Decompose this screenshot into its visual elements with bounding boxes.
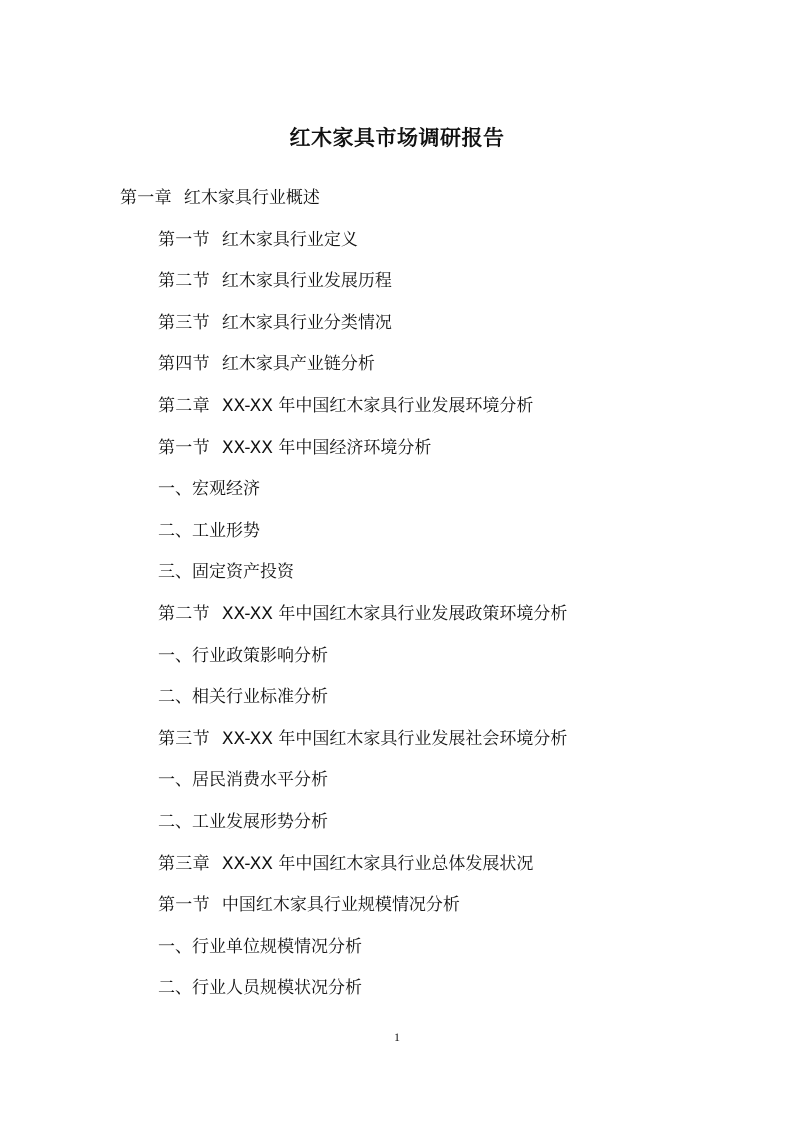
toc-entry	[0, 893, 794, 935]
toc-entry	[0, 810, 794, 852]
toc-entry-number: 第四节	[158, 354, 210, 375]
toc-entry-number: 第一节	[158, 437, 210, 458]
toc-entry	[0, 352, 794, 394]
toc-entry-text: XX-XX 年中国经济环境分析	[221, 437, 432, 458]
toc-entry	[0, 394, 794, 436]
toc-entry-text: 二、工业发展形势分析	[158, 811, 328, 832]
toc-entry	[0, 768, 794, 810]
toc-entry-text: XX-XX 年中国红木家具行业总体发展状况	[221, 853, 534, 874]
toc-entry-number: 第二节	[158, 271, 210, 292]
toc-entry	[0, 685, 794, 727]
toc-entry-text: 红木家具行业发展历程	[221, 271, 392, 292]
toc-entry-number: 第一章	[120, 188, 172, 208]
toc-entry-text: 红木家具行业定义	[221, 229, 358, 250]
toc-entry	[0, 269, 794, 311]
toc-entry-text: 一、宏观经济	[158, 479, 260, 500]
toc-entry	[0, 602, 794, 644]
toc-entry-number: 第二章	[158, 395, 210, 416]
toc-entry-text: 一、居民消费水平分析	[158, 770, 328, 791]
toc-entry-number: 第三章	[158, 853, 210, 874]
toc-entry	[0, 228, 794, 270]
toc-entry-number: 第一节	[158, 895, 210, 916]
toc-entry	[0, 477, 794, 519]
toc-entry	[0, 935, 794, 977]
toc-entry-text: 二、工业形势	[158, 520, 260, 541]
toc-entry	[0, 436, 794, 478]
toc-entry	[0, 519, 794, 561]
toc-entry-text: 二、相关行业标准分析	[158, 687, 328, 708]
toc-entry	[0, 186, 794, 228]
toc-entry-text: XX-XX 年中国红木家具行业发展社会环境分析	[221, 728, 568, 749]
toc-entry-number: 第三节	[158, 312, 210, 333]
toc-entry-text: 三、固定资产投资	[158, 562, 294, 583]
toc-entry-number: 第一节	[158, 229, 210, 250]
toc-entry	[0, 727, 794, 769]
toc-entry-text: 中国红木家具行业规模情况分析	[221, 895, 460, 916]
toc-entry-text: 一、行业单位规模情况分析	[158, 936, 362, 957]
page-number: 1	[394, 1030, 400, 1044]
toc-entry-text: XX-XX 年中国红木家具行业发展环境分析	[221, 395, 534, 416]
toc-entry	[0, 852, 794, 894]
toc-entry-text: 红木家具行业分类情况	[221, 312, 392, 333]
toc-entry-text: 一、行业政策影响分析	[158, 645, 328, 666]
toc-entry-text: 红木家具产业链分析	[221, 354, 375, 375]
toc-entry	[0, 311, 794, 353]
toc-entry-number: 第三节	[158, 728, 210, 749]
toc-entry-number: 第二节	[158, 603, 210, 624]
toc-entry-text: 二、行业人员规模状况分析	[158, 978, 362, 999]
toc-entry-text: XX-XX 年中国红木家具行业发展政策环境分析	[221, 603, 568, 624]
table-of-contents	[0, 186, 794, 1018]
document-title: 红木家具市场调研报告	[289, 126, 505, 150]
toc-entry	[0, 560, 794, 602]
toc-entry-text: 红木家具行业概述	[183, 188, 320, 208]
toc-entry	[0, 976, 794, 1018]
toc-entry	[0, 644, 794, 686]
